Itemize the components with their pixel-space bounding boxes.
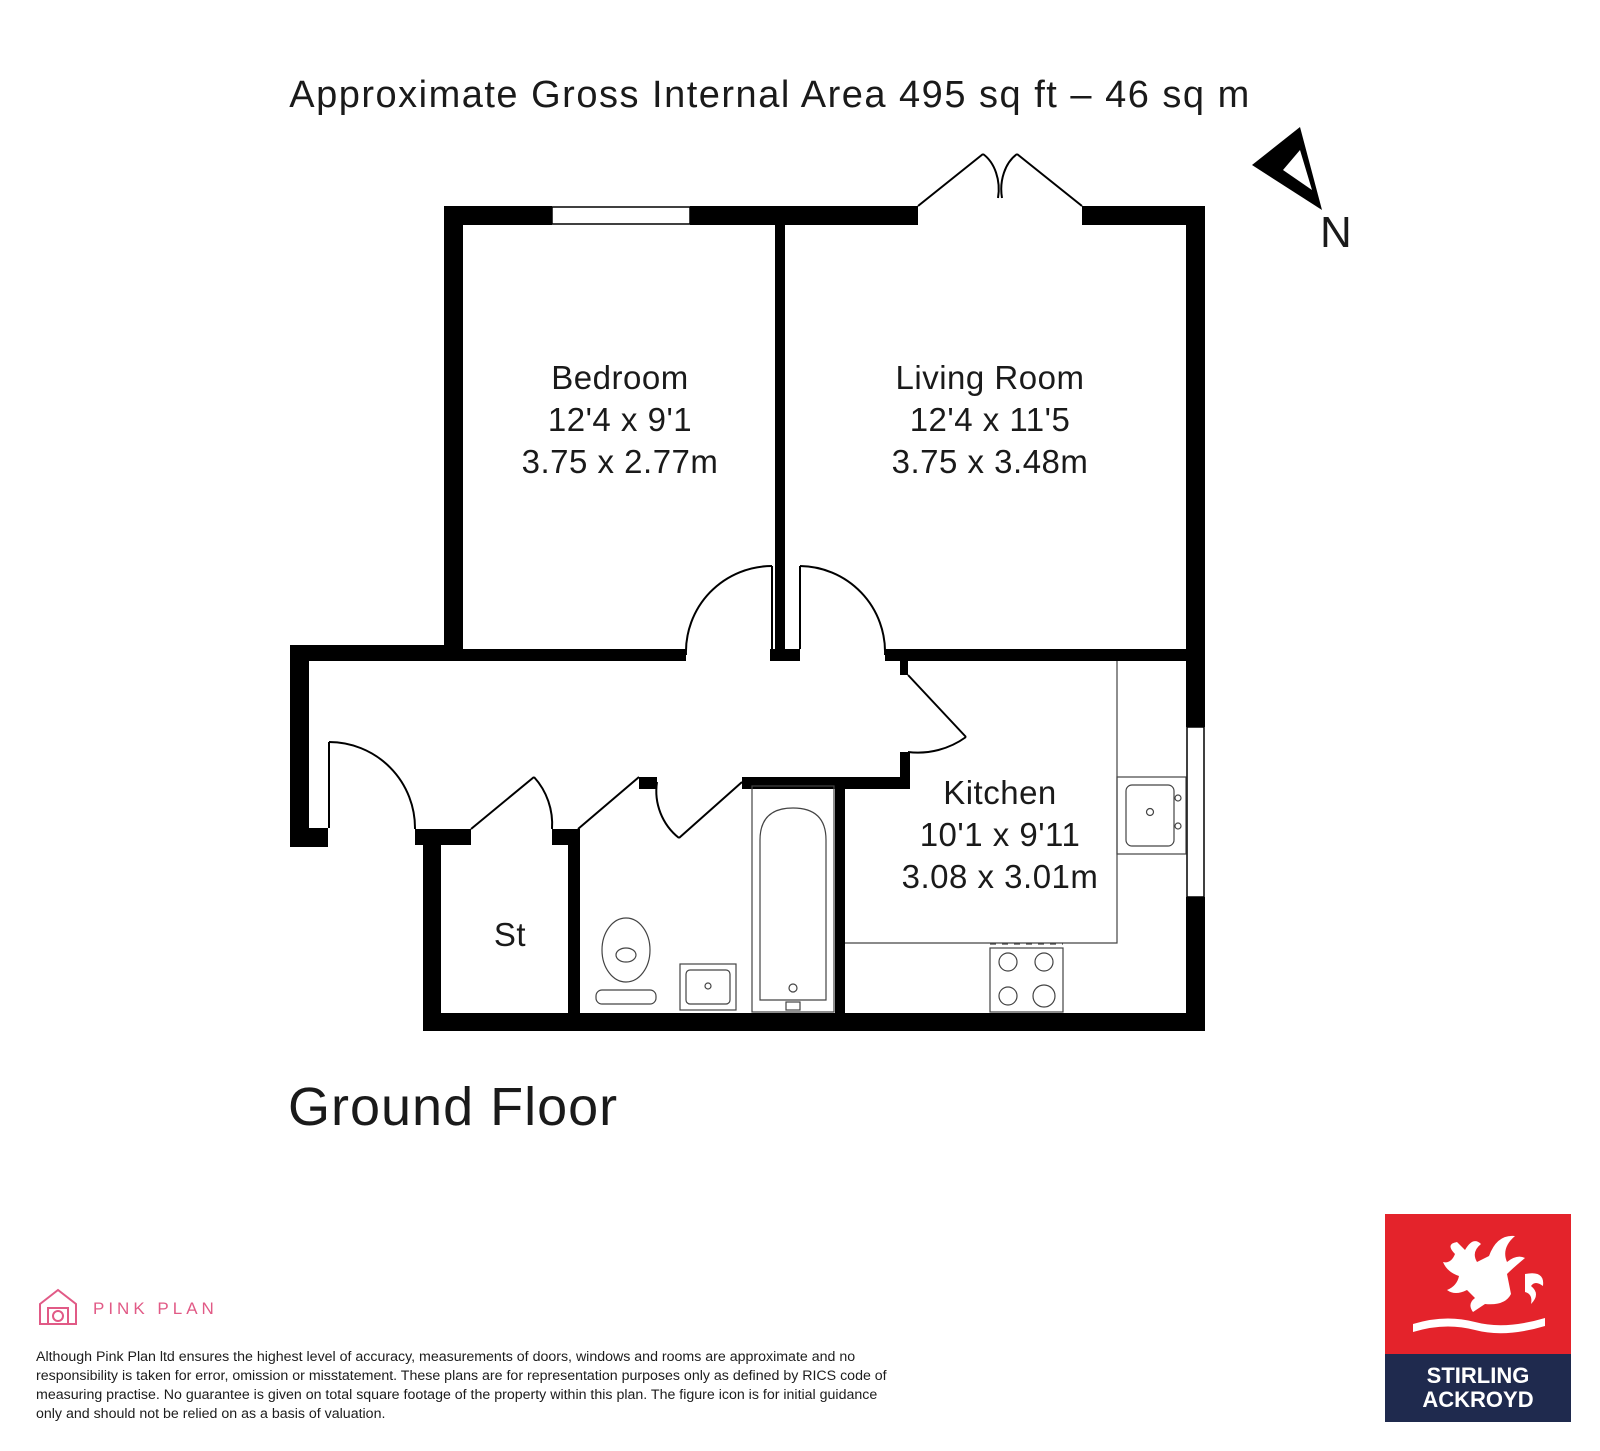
pink-plan-brand: PINK PLAN [93,1299,218,1318]
wall-bottom [423,1013,1205,1031]
bathroom-fixtures [596,786,834,1012]
room-store [470,914,550,956]
north-label: N [1320,208,1352,257]
wall-doorjamb [770,649,800,661]
window-bedroom [552,207,690,224]
wall-hall-left [290,645,309,847]
room-imperial: 12'4 x 11'5 [909,401,1071,438]
north-arrow-icon [1252,127,1322,210]
griffin-icon [1385,1214,1571,1354]
room-metric: 3.75 x 2.77m [521,443,719,480]
room-metric: 3.08 x 3.01m [901,858,1099,895]
logo-name-panel [1385,1354,1571,1422]
room-metric: 3.75 x 3.48m [891,443,1089,480]
logo-line-2: ACKROYD [1422,1387,1534,1412]
room-name: St [493,916,527,953]
room-imperial: 10'1 x 9'11 [919,816,1081,853]
room-name: Bedroom [551,359,689,396]
wall-bedroom-bottom [444,649,686,661]
room-imperial: 12'4 x 9'1 [547,401,693,438]
wall-bath-kitchen [835,777,845,1031]
logo-griffin-panel [1385,1214,1571,1354]
room-name: Living Room [895,359,1085,396]
wall-hall-top-left [290,645,462,661]
wall-hall-left-stub [290,828,328,847]
wall-store-left [423,829,441,1031]
room-name: Kitchen [943,774,1057,811]
pink-plan-logo-icon [36,1286,80,1328]
gross-internal-area: Approximate Gross Internal Area 495 sq ft – 46 sq m [289,74,1251,116]
wall-living-bottom [885,649,1187,661]
disclaimer-text: Although Pink Plan ltd ensures the highest level of accuracy, measurements of doors, windows and rooms are approximate and no responsibility is taken for error, omission or misstatement. These plans are for representation purposes only as defined by RICS code of measuring practise. No guarantee is given on total square footage of the property within this plan. The figure icon is for initial guidance only and should not be relied on as a basis of valuation. [36,1349,887,1422]
room-bedroom [480,357,760,483]
wall-bath-jamb [639,777,657,789]
walls [290,206,1205,1031]
room-living [840,357,1140,483]
floor-title: Ground Floor [288,1077,619,1137]
wall-store-right [568,829,580,1031]
stirling-ackroyd-logo [1385,1214,1571,1422]
wall-bedroom-left [444,206,463,655]
window-kitchen [1187,727,1204,897]
wall-top-mid [690,206,918,225]
wall-kitchen-jamb [900,661,908,675]
doors [329,154,1082,838]
wall-right-lower [1186,897,1205,1031]
wall-right-upper [1186,206,1205,727]
logo-line-1: STIRLING [1426,1363,1530,1388]
room-kitchen [860,772,1140,898]
wall-partition [775,206,785,655]
